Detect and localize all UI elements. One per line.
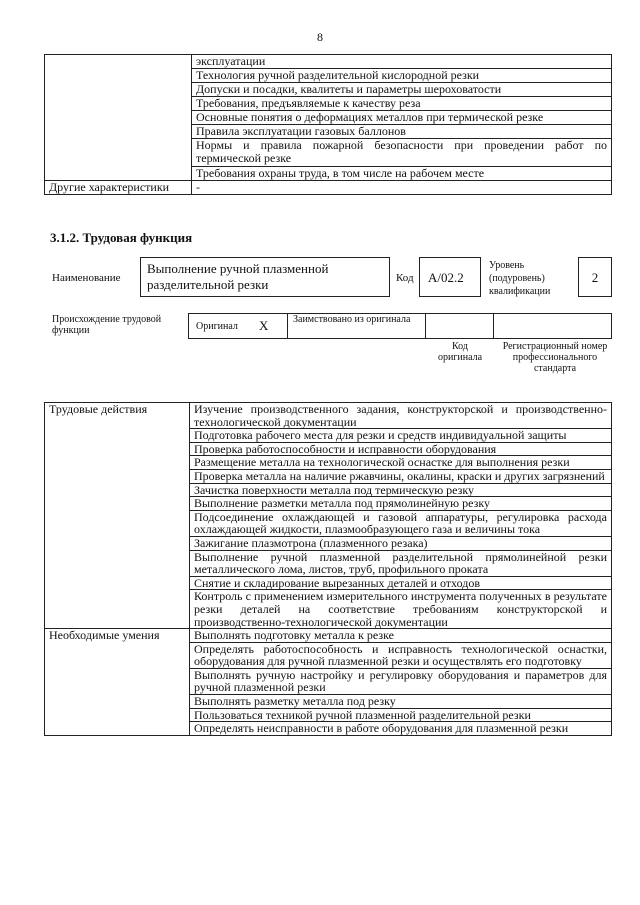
required-skills-label: Необходимые умения	[45, 629, 190, 736]
skill-item: Выполнять ручную настройку и регулировку оборудования и параметров для ручной плазменной резки	[190, 668, 612, 694]
labor-actions-label: Трудовые действия	[45, 403, 190, 629]
name-label: Наименование	[52, 272, 121, 284]
knowledge-item: Правила эксплуатации газовых баллонов	[192, 125, 612, 139]
other-characteristics-value: -	[192, 181, 612, 195]
original-label: Оригинал	[196, 321, 238, 332]
labor-action-item: Проверка работоспособности и исправности оборудования	[190, 442, 612, 456]
level-box	[578, 257, 612, 297]
origin-divider	[287, 313, 288, 339]
labor-action-item: Проверка металла на наличие ржавчины, окалины, краски и других загрязнений	[190, 469, 612, 483]
function-table	[44, 402, 612, 736]
code-value: A/02.2	[428, 270, 464, 285]
code-original-caption: Код оригинала	[437, 341, 483, 363]
function-name-box	[140, 257, 390, 297]
labor-action-item: Подготовка рабочего места для резки и средств индивидуальной защиты	[190, 429, 612, 443]
borrowed-label: Заимствовано из оригинала	[293, 314, 411, 325]
labor-action-item: Выполнение разметки металла под прямолинейную резку	[190, 497, 612, 511]
level-value: 2	[591, 270, 599, 285]
labor-action-item: Снятие и складирование вырезанных деталей и отходов	[190, 576, 612, 590]
level-label: Уровень (подуровень) квалификации	[489, 260, 551, 297]
knowledge-item: Нормы и правила пожарной безопасности при проведении работ по термической резке	[192, 139, 612, 167]
other-characteristics-label: Другие характеристики	[45, 181, 192, 195]
section-title: 3.1.2. Трудовая функция	[50, 230, 193, 245]
skill-item: Пользоваться техникой ручной плазменной разделительной резки	[190, 708, 612, 722]
knowledge-table	[44, 54, 612, 195]
labor-action-item: Размещение металла на технологической оснастке для выполнения резки	[190, 456, 612, 470]
knowledge-label-cell	[45, 55, 192, 181]
labor-action-item: Зачистка поверхности металла под термическую резку	[190, 483, 612, 497]
function-name-value: Выполнение ручной плазменной разделительной резки	[147, 261, 329, 292]
knowledge-item: Требования, предъявляемые к качеству реза	[192, 97, 612, 111]
knowledge-item: Основные понятия о деформациях металлов при термической резке	[192, 111, 612, 125]
labor-action-item: Изучение производственного задания, конструкторской и производственно-технологической документации	[190, 403, 612, 429]
origin-divider	[493, 313, 494, 339]
labor-action-item: Зажигание плазмотрона (плазменного резака)	[190, 536, 612, 550]
knowledge-item: Требования охраны труда, в том числе на рабочем месте	[192, 167, 612, 181]
code-label: Код	[396, 272, 414, 284]
reg-number-caption: Регистрационный номер профессионального стандарта	[502, 341, 608, 374]
knowledge-item: Технология ручной разделительной кислородной резки	[192, 69, 612, 83]
skill-item: Определять неисправности в работе оборудования для плазменной резки	[190, 722, 612, 736]
skill-item: Выполнять подготовку металла к резке	[190, 629, 612, 643]
code-box	[419, 257, 481, 297]
labor-action-item: Выполнение ручной плазменной разделительной прямолинейной резки металлического лома, листов, труб, профильного проката	[190, 550, 612, 576]
page-number: 8	[317, 30, 323, 44]
labor-action-item: Подсоединение охлаждающей и газовой аппаратуры, регулировка расхода охлаждающей жидкости, плазмообразующего газа и величины тока	[190, 510, 612, 536]
origin-label: Происхождение трудовой функции	[52, 314, 162, 336]
skill-item: Определять работоспособность и исправность технологической оснастки, оборудования для ручной плазменной резки и осуществлять его подготовку	[190, 642, 612, 668]
knowledge-item: эксплуатации	[192, 55, 612, 69]
knowledge-item: Допуски и посадки, квалитеты и параметры шероховатости	[192, 83, 612, 97]
labor-action-item: Контроль с применением измерительного инструмента полученных в результате резки деталей на соответствие требованиям конструкторской и производственно-технологической документации	[190, 590, 612, 629]
original-mark: X	[259, 318, 269, 333]
origin-divider	[425, 313, 426, 339]
skill-item: Выполнять разметку металла под резку	[190, 695, 612, 709]
